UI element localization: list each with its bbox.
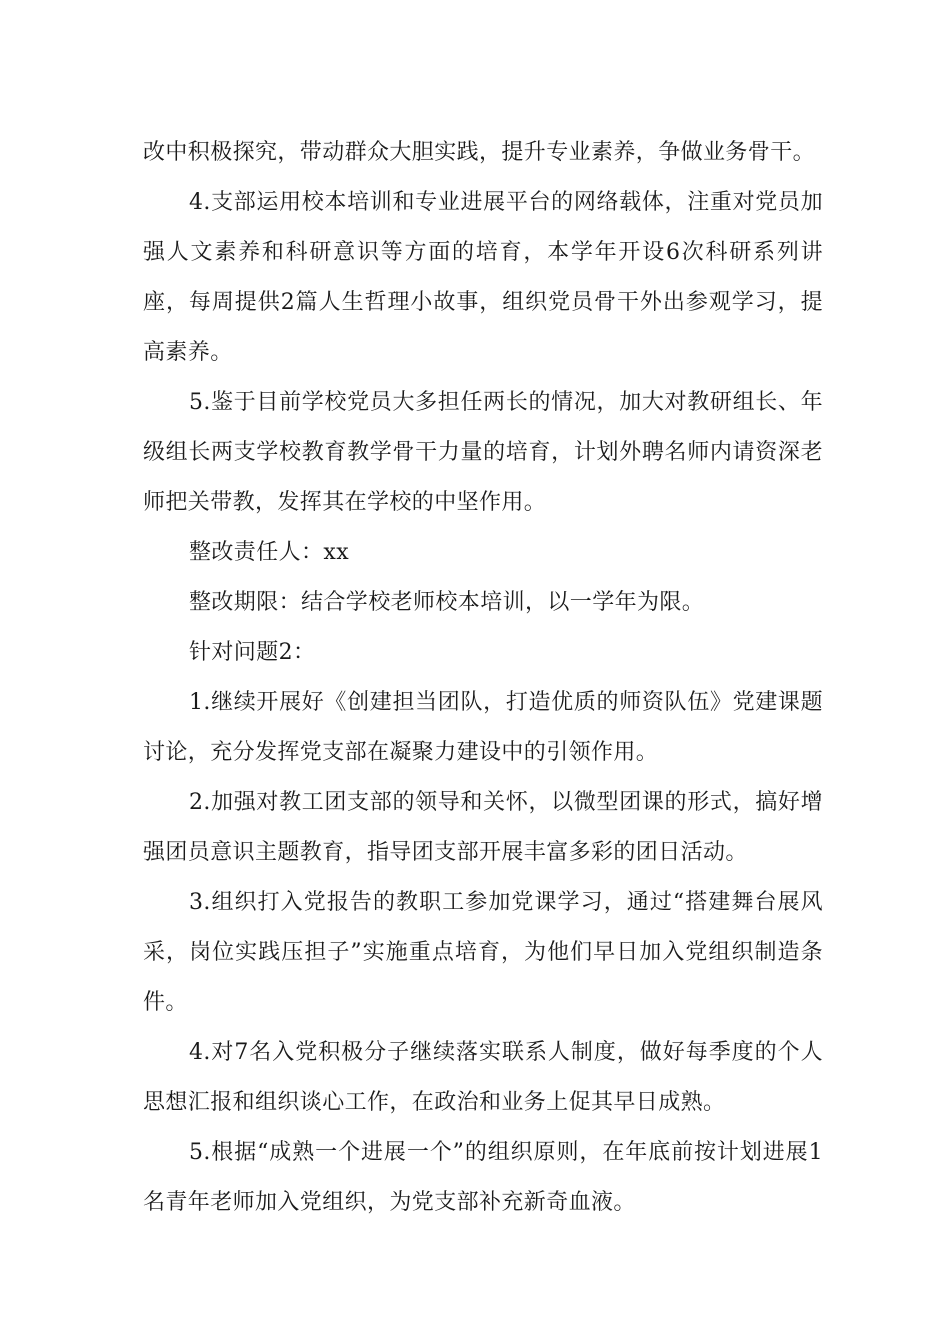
paragraph: 改中积极探究，带动群众大胆实践，提升专业素养，争做业务骨干。 xyxy=(143,140,816,165)
paragraph: 5.根据“成熟一个进展一个”的组织原则，在年底前按计划进展1名青年老师加入党组织，为党支部补充新奇血液。 xyxy=(143,1140,823,1215)
paragraph: 4.支部运用校本培训和专业进展平台的网络载体，注重对党员加强人文素养和科研意识等方面的培育，本学年开设6次科研系列讲座，每周提供2篇人生哲理小故事，组织党员骨干外出参观学习，提高素养。 xyxy=(143,190,823,365)
section-heading: 针对问题2： xyxy=(189,640,316,665)
paragraph: 5.鉴于目前学校党员大多担任两长的情况，加大对教研组长、年级组长两支学校教育教学骨干力量的培育，计划外聘名师内请资深老师把关带教，发挥其在学校的中坚作用。 xyxy=(143,390,823,515)
paragraph: 4.对7名入党积极分子继续落实联系人制度，做好每季度的个人思想汇报和组织谈心工作，在政治和业务上促其早日成熟。 xyxy=(143,1040,823,1115)
document-body xyxy=(143,128,823,1228)
paragraph: 整改责任人：xx xyxy=(189,540,350,565)
paragraph: 3.组织打入党报告的教职工参加党课学习，通过“搭建舞台展风采，岗位实践压担子”实施重点培育，为他们早日加入党组织制造条件。 xyxy=(143,890,823,1015)
paragraph: 2.加强对教工团支部的领导和关怀，以微型团课的形式，搞好增强团员意识主题教育，指导团支部开展丰富多彩的团日活动。 xyxy=(143,790,823,865)
paragraph: 1.继续开展好《创建担当团队，打造优质的师资队伍》党建课题讨论，充分发挥党支部在凝聚力建设中的引领作用。 xyxy=(143,690,823,765)
paragraph: 整改期限：结合学校老师校本培训，以一学年为限。 xyxy=(189,590,705,615)
